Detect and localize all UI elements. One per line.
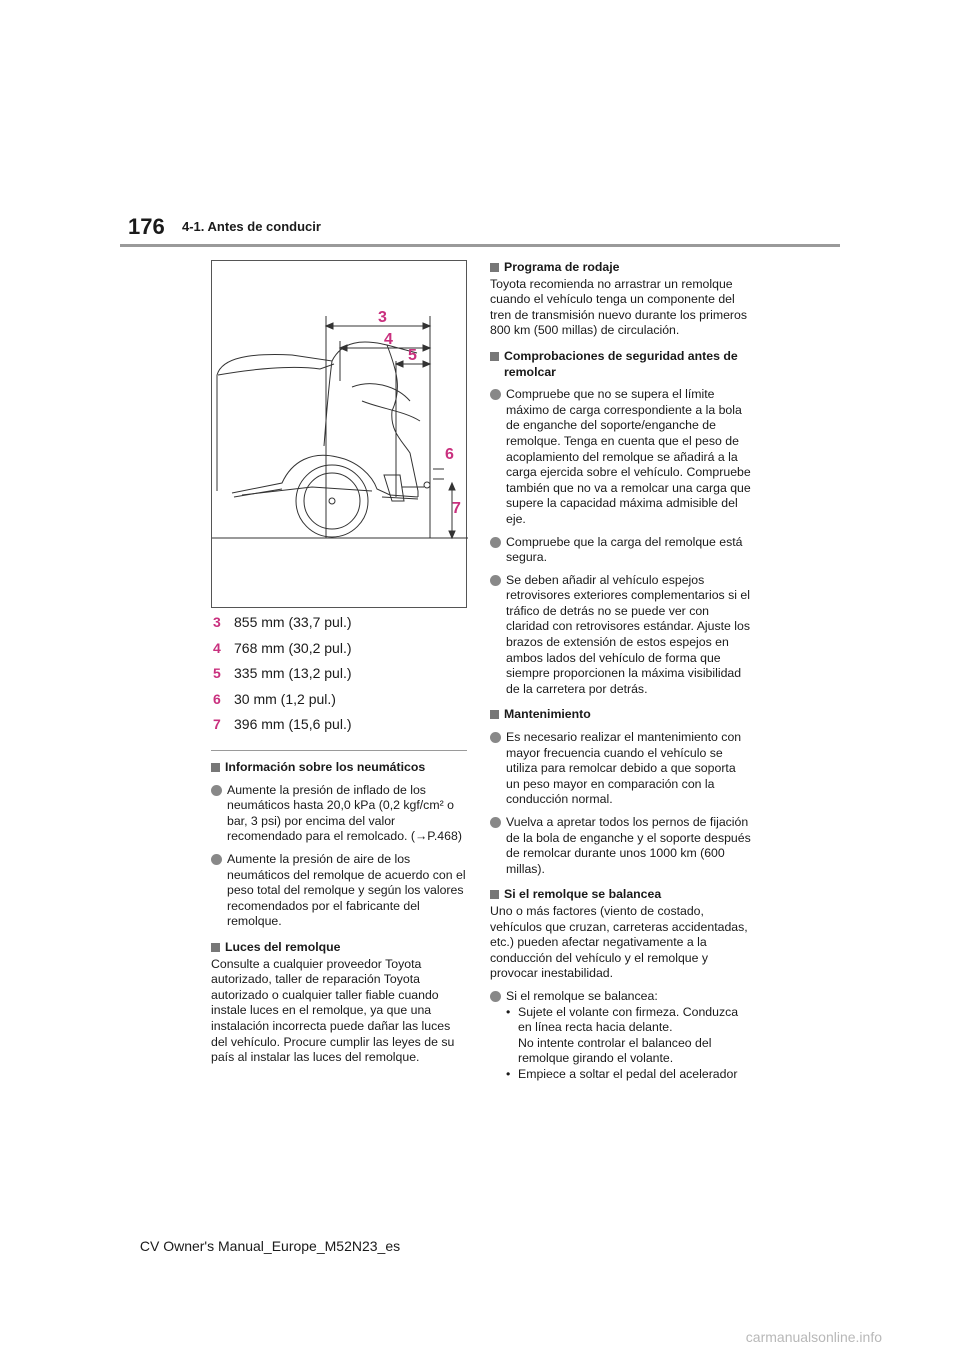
sway-heading xyxy=(490,887,752,903)
section-divider xyxy=(211,750,467,751)
tires-bullet-1: Aumente la presión de inflado de los neumáticos hasta 20,0 kPa (0,2 kgf/cm² o bar, 3 psi) por encima del valor recomendado para el remolcado. (→P.468) xyxy=(227,782,462,844)
dimension-item xyxy=(211,716,471,742)
safety-bullet-3: Se deben añadir al vehículo espejos retrovisores exteriores complementarios si el tráfico de detrás no se puede ver con claridad con retrovisores estándar. Ajuste los brazos de extensión de estos espejos en ambos lados del vehículo de forma que siempre proporcionen la máxima visibilidad de la carretera por detrás. xyxy=(506,572,751,696)
circle-bullet-icon xyxy=(490,732,501,743)
figure-label-4: 4 xyxy=(384,331,393,348)
square-bullet-icon xyxy=(211,763,220,772)
breakin-heading-text: Programa de rodaje xyxy=(504,260,620,274)
sub-list-item xyxy=(490,1005,752,1036)
safety-heading-text: Comprobaciones de seguridad antes de remolcar xyxy=(504,348,738,379)
circle-bullet-icon xyxy=(490,817,501,828)
safety-bullet-2: Compruebe que la carga del remolque está segura. xyxy=(506,534,743,565)
list-item xyxy=(490,730,752,808)
circle-bullet-icon xyxy=(490,575,501,586)
left-column xyxy=(211,754,468,1066)
dimension-list xyxy=(211,614,471,742)
window-line xyxy=(218,364,334,375)
spoiler-line xyxy=(362,401,420,421)
dimension-value: 335 mm (13,2 pul.) xyxy=(234,665,352,681)
watermark: carmanualsonline.info xyxy=(745,1329,882,1345)
list-item xyxy=(490,387,752,527)
square-bullet-icon xyxy=(490,890,499,899)
list-item xyxy=(211,783,468,845)
tires-bullet-2: Aumente la presión de aire de los neumáticos del remolque de acuerdo con el peso total del remolque y según los valores recomendados por el fabricante del remolque. xyxy=(227,851,466,929)
page-number: 176 xyxy=(128,214,165,239)
dimension-number: 4 xyxy=(213,639,221,656)
square-bullet-icon xyxy=(211,943,220,952)
dimension-item xyxy=(211,691,471,717)
list-item xyxy=(211,852,468,930)
section-title: 4-1. Antes de conducir xyxy=(182,219,321,234)
lights-heading xyxy=(211,940,468,956)
dimension-value: 396 mm (15,6 pul.) xyxy=(234,716,352,732)
sway-sub-1b: No intente controlar el balanceo del remolque girando el volante. xyxy=(518,1035,712,1066)
c-pillar-line xyxy=(324,361,332,446)
dimension-item xyxy=(211,614,471,640)
circle-bullet-icon xyxy=(211,854,222,865)
circle-bullet-icon xyxy=(490,537,501,548)
list-item xyxy=(490,989,752,1005)
circle-bullet-icon xyxy=(490,389,501,400)
lights-paragraph: Consulte a cualquier proveedor Toyota autorizado, taller de reparación Toyota autorizado o cualquier taller fiable cuando instale luces en el remolque, ya que una instalación incorrecta puede dañar las luces del vehículo. Procure cumplir las leyes de su país al instalar las luces del remolque. xyxy=(211,956,455,1065)
towing-dimensions-figure xyxy=(211,260,467,608)
square-bullet-icon xyxy=(490,263,499,272)
sway-sub-1a: Sujete el volante con firmeza. Conduzca en línea recta hacia delante. xyxy=(518,1004,739,1035)
dimension-value: 30 mm (1,2 pul.) xyxy=(234,690,336,707)
list-item xyxy=(490,573,752,698)
dimension-number: 7 xyxy=(213,716,221,732)
tailgate-glass xyxy=(352,384,410,401)
sub-bullet-mark: • xyxy=(506,1004,511,1019)
vehicle-rear-diagram xyxy=(212,261,468,609)
sub-list-item xyxy=(490,1036,752,1067)
square-bullet-icon xyxy=(490,352,499,361)
lights-heading-text: Luces del remolque xyxy=(225,939,341,954)
wheel-hub xyxy=(329,498,335,504)
maintenance-bullet-1: Es necesario realizar el mantenimiento con mayor frecuencia cuando el vehículo se utiliza para remolcar debido a que soporta un peso mayor en comparación con la conducción normal. xyxy=(506,730,742,807)
circle-bullet-icon xyxy=(211,785,222,796)
safety-heading xyxy=(490,349,752,380)
dimension-item xyxy=(211,640,471,666)
sway-paragraph: Uno o más factores (viento de costado, vehículos que cruzan, carreteras accidentadas, etc.) pueden afectar negativamente a la conducción del vehículo y el remolque y provocar inestabilidad. xyxy=(490,903,748,981)
list-item xyxy=(490,535,752,566)
maintenance-heading xyxy=(490,707,752,723)
square-bullet-icon xyxy=(490,710,499,719)
figure-label-7: 7 xyxy=(452,500,461,517)
header-rule xyxy=(120,244,840,247)
sub-bullet-mark: • xyxy=(506,1066,511,1081)
dimension-value: 768 mm (30,2 pul.) xyxy=(234,639,352,656)
maintenance-bullet-2: Vuelva a apretar todos los pernos de fijación de la bola de enganche y el soporte después de remolcar durante unos 1000 km (600 millas). xyxy=(506,815,751,876)
right-column xyxy=(490,254,752,1083)
footer-manual-id: CV Owner's Manual_Europe_M52N23_es xyxy=(139,1238,401,1254)
figure-label-6: 6 xyxy=(445,446,454,463)
figure-label-5: 5 xyxy=(408,347,417,364)
dimension-number: 3 xyxy=(213,614,221,630)
tires-heading-text: Información sobre los neumáticos xyxy=(225,760,426,774)
vehicle-rear-outline xyxy=(387,345,418,497)
dimension-number: 6 xyxy=(213,690,221,707)
sway-bullet-1: Si el remolque se balancea: xyxy=(506,988,658,1003)
sub-list-item xyxy=(490,1067,752,1083)
list-item xyxy=(490,815,752,877)
breakin-heading xyxy=(490,260,752,276)
breakin-paragraph: Toyota recomienda no arrastrar un remolque cuando el vehículo tenga un componente del tren de transmisión nuevo durante los primeros 800 km (500 millas) de circulación. xyxy=(490,276,747,338)
tires-heading xyxy=(211,760,468,776)
wheel-arch-outline xyxy=(232,455,418,497)
dimension-value: 855 mm (33,7 pul.) xyxy=(234,614,352,630)
sway-heading-text: Si el remolque se balancea xyxy=(504,887,662,902)
figure-label-3: 3 xyxy=(378,309,387,326)
dimension-item xyxy=(211,665,471,691)
maintenance-heading-text: Mantenimiento xyxy=(504,707,591,722)
rear-wheel xyxy=(296,465,368,537)
circle-bullet-icon xyxy=(490,991,501,1002)
rear-wheel-rim xyxy=(304,473,360,529)
sway-sub-2: Empiece a soltar el pedal del acelerador xyxy=(518,1066,738,1081)
dimension-number: 5 xyxy=(213,665,221,681)
safety-bullet-1: Compruebe que no se supera el límite máximo de carga correspondiente a la bola de enganche del soporte/enganche de remolque. Tenga en cuenta que el peso de acoplamiento del remolque se añadirá a la carga ejercida sobre el vehículo. Compruebe también que no va a remolcar una carga que supere la capacidad máxima admisible del eje. xyxy=(506,387,751,526)
hitch-ball xyxy=(424,482,430,488)
